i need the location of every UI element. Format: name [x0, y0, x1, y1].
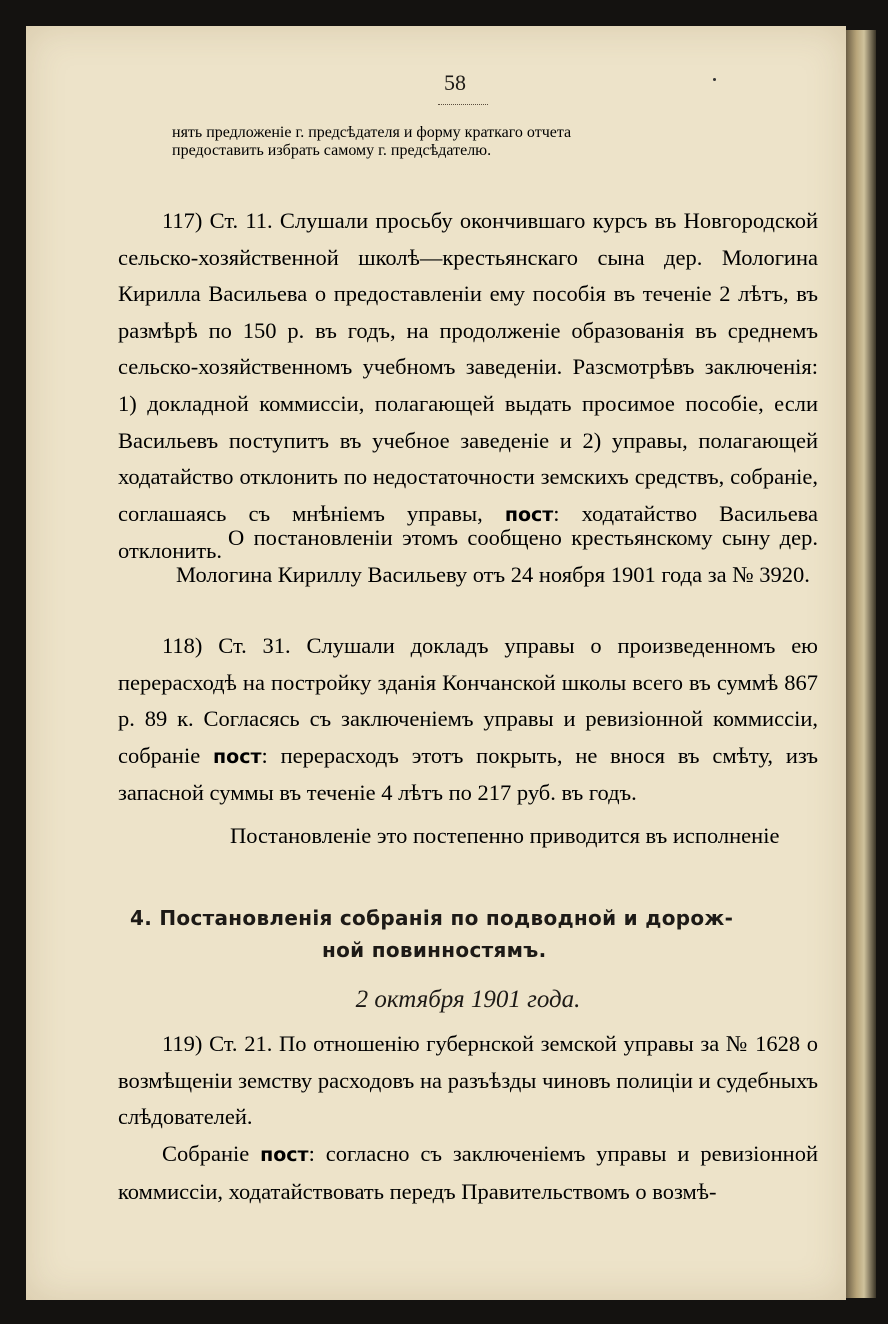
ink-speck	[713, 78, 716, 81]
book-edge	[846, 30, 876, 1298]
item-118-note-text: Постановленіе это постепенно приводится въ исполненіе	[230, 823, 780, 848]
item-119-text: 119) Ст. 21. По отношенію губернской земской управы за № 1628 о возмѣщеніи земству расходовъ на разъѣзды чиновъ полиціи и судебныхъ слѣдователей.	[118, 1031, 818, 1130]
item-117-note	[118, 520, 818, 593]
item-117-text: 117) Ст. 11. Слушали просьбу окончившаго курсъ въ Новгородской сельско-хозяйственной школѣ—крестьянскаго сына дер. Мологина Кирилла Васильева о предоставленіи ему пособія въ теченіе 2 лѣтъ, въ размѣрѣ по 150 р. въ годъ, на продолженіе образованія въ среднемъ сельско-хозяйственномъ учебномъ заведеніи. Разсмотрѣвъ заключенія: 1) докладной коммиссіи, полагающей выдать просимое пособіе, если Васильевъ поступитъ въ учебное заведеніе и 2) управы, полагающей ходатайство отклонить по недостаточности земскихъ средствъ, собраніе, соглашаясь съ мнѣніемъ управы,	[118, 208, 818, 526]
text-line: предоставить избрать самому г. предсѣдателю.	[172, 142, 492, 159]
item-117-resolution: : ходатайство Васильева отклонить.	[118, 500, 818, 564]
item-117	[118, 203, 818, 570]
item-118-text: 118) Ст. 31. Слушали докладъ управы о произведенномъ ею перерасходѣ на постройку зданія Кончанской школы всего въ суммѣ 867 р. 89 к. Согласясь съ заключеніемъ управы и ревизіонной коммиссіи, собраніе	[118, 633, 818, 768]
item-119	[118, 1026, 818, 1136]
item-119-resolution-prefix: Собраніе	[162, 1141, 261, 1166]
item-119-resolution-label: пост	[260, 1144, 309, 1166]
paragraph-continuation	[118, 124, 818, 160]
section-heading-line1: 4. Постановленія собранія по подводной и дорож-	[130, 906, 734, 930]
item-119-resolution-text: : согласно съ заключеніемъ управы и ревизіонной коммиссіи, ходатайствовать передъ Правительствомъ о возмѣ-	[118, 1141, 818, 1204]
session-date: 2 октября 1901 года.	[355, 986, 581, 1013]
section-heading-line2: ной повинностямъ.	[322, 938, 547, 962]
item-118-resolution: : перерасходъ этотъ покрыть, не внося въ смѣту, изъ запасной суммы въ теченіе 4 лѣтъ по 217 руб. въ годъ.	[118, 742, 818, 806]
item-118	[118, 628, 818, 812]
item-118-resolution-label: пост	[213, 745, 262, 768]
item-117-note-text: О постановленіи этомъ сообщено крестьянскому сыну дер. Мологина Кириллу Васильеву отъ 24 ноября 1901 года за № 3920.	[176, 525, 818, 587]
text-line: нять предложеніе г. предсѣдателя и форму краткаго отчета	[172, 124, 572, 141]
page-number: 58	[444, 70, 466, 95]
page-number-ornament	[438, 98, 488, 105]
section-heading	[130, 902, 810, 966]
item-119-resolution	[118, 1136, 818, 1210]
item-117-resolution-label: пост	[504, 503, 554, 526]
item-118-note	[118, 818, 818, 855]
